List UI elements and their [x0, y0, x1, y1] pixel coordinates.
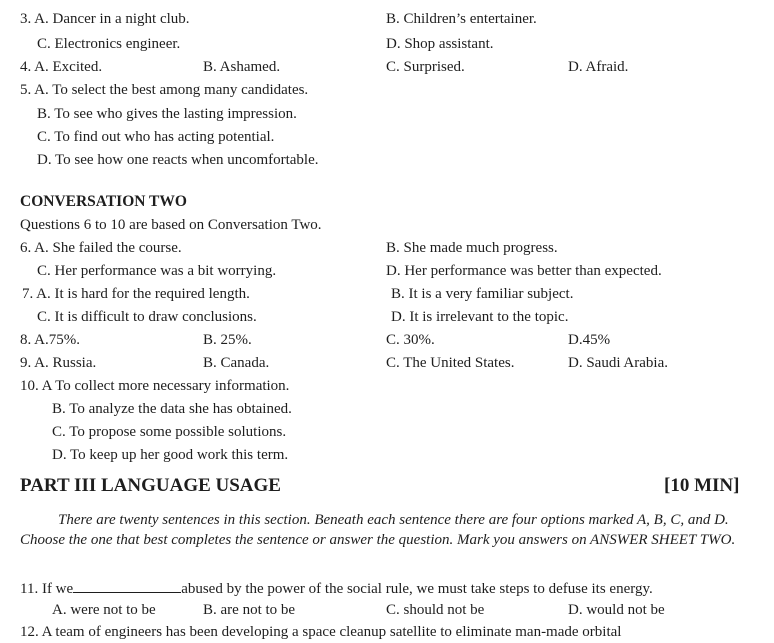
q4-option-c: C. Surprised.	[386, 59, 465, 75]
q3-option-b: B. Children’s entertainer.	[386, 11, 537, 27]
q5-option-c: C. To find out who has acting potential.	[37, 129, 275, 145]
q7-option-d: D. It is irrelevant to the topic.	[391, 309, 569, 325]
q9-option-a: 9. A. Russia.	[20, 355, 97, 371]
q10-option-d: D. To keep up her good work this term.	[52, 447, 289, 463]
part-three-time: [10 MIN]	[664, 475, 740, 496]
q5-option-a: 5. A. To select the best among many candidates.	[20, 82, 309, 98]
q10-option-c: C. To propose some possible solutions.	[52, 424, 287, 440]
q9-option-b: B. Canada.	[203, 355, 270, 371]
q11-option-c: C. should not be	[386, 602, 485, 618]
q7-option-a: 7. A. It is hard for the required length.	[22, 286, 250, 302]
q8-option-a: 8. A.75%.	[20, 332, 80, 348]
q8-option-b: B. 25%.	[203, 332, 252, 348]
q6-option-a: 6. A. She failed the course.	[20, 240, 182, 256]
q4-option-d: D. Afraid.	[568, 59, 629, 75]
q11-answer-blank	[73, 578, 181, 593]
q10-option-a: 10. A To collect more necessary information.	[20, 378, 290, 394]
q8-option-c: C. 30%.	[386, 332, 435, 348]
q8-option-d: D.45%	[568, 332, 611, 348]
q3-option-c: C. Electronics engineer.	[37, 36, 181, 52]
part-three-instructions: There are twenty sentences in this section. Beneath each sentence there are four options marked A, B, C, and D. Choose the one that best completes the sentence or answer the question. Mark you answers on ANSWER SHEET TWO.	[20, 512, 736, 548]
q11-stem	[20, 578, 653, 599]
q6-option-c: C. Her performance was a bit worrying.	[37, 263, 277, 279]
q11-option-d: D. would not be	[568, 602, 665, 618]
q6-option-b: B. She made much progress.	[386, 240, 558, 256]
q7-option-c: C. It is difficult to draw conclusions.	[37, 309, 257, 325]
q11-stem-before: 11. If we	[20, 581, 74, 597]
q10-option-b: B. To analyze the data she has obtained.	[52, 401, 292, 417]
q5-option-d: D. To see how one reacts when uncomfortable.	[37, 152, 319, 168]
q9-option-c: C. The United States.	[386, 355, 515, 371]
q11-option-b: B. are not to be	[203, 602, 296, 618]
q4-option-b: B. Ashamed.	[203, 59, 281, 75]
q6-option-d: D. Her performance was better than expected.	[386, 263, 662, 279]
q7-option-b: B. It is a very familiar subject.	[391, 286, 574, 302]
q9-option-d: D. Saudi Arabia.	[568, 355, 668, 371]
q12-stem: 12. A team of engineers has been developing a space cleanup satellite to eliminate man-made orbital	[20, 624, 622, 640]
q3-option-d: D. Shop assistant.	[386, 36, 494, 52]
conversation-two-intro: Questions 6 to 10 are based on Conversation Two.	[20, 217, 322, 233]
q3-option-a: 3. A. Dancer in a night club.	[20, 11, 190, 27]
conversation-two-heading: CONVERSATION TWO	[20, 193, 187, 210]
q11-option-a: A. were not to be	[52, 602, 156, 618]
q11-stem-after: abused by the power of the social rule, we must take steps to defuse its energy.	[181, 581, 653, 597]
q4-option-a: 4. A. Excited.	[20, 59, 103, 75]
q5-option-b: B. To see who gives the lasting impression.	[37, 106, 297, 122]
part-three-title: PART III LANGUAGE USAGE	[20, 475, 281, 496]
